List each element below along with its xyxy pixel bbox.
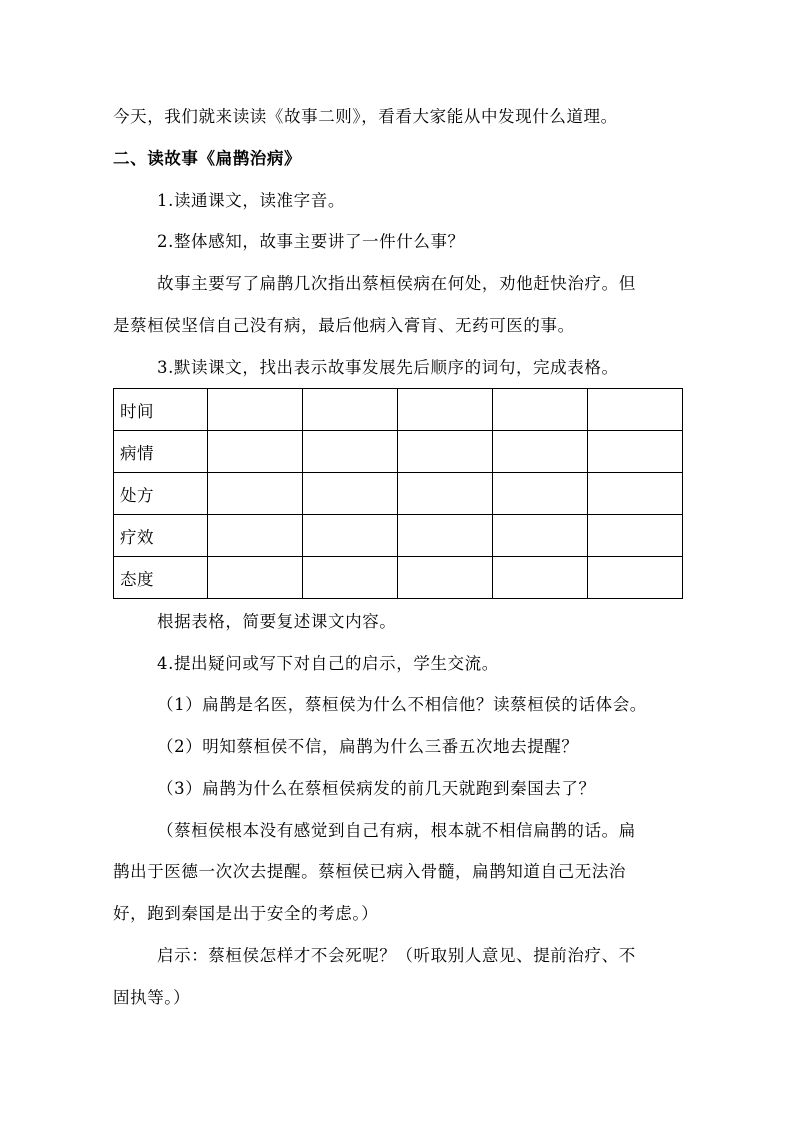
table-cell (303, 431, 398, 473)
table-cell (303, 389, 398, 431)
table-cell (493, 473, 588, 515)
table-cell (493, 431, 588, 473)
explanation-line-2: 鹊出于医德一次次去提醒。蔡桓侯已病入骨髓，扁鹊知道自己无法治 (113, 862, 626, 881)
intro-paragraph: 今天，我们就来读读《故事二则》，看看大家能从中发现什么道理。 (113, 107, 618, 126)
explanation-line-1: （蔡桓侯根本没有感觉到自己有病，根本就不相信扁鹊的话。扁 (157, 821, 636, 840)
table-row (114, 515, 683, 557)
table-cell (493, 515, 588, 557)
section-heading: 二、读故事《扁鹊治病》 (113, 149, 302, 168)
table-cell (303, 515, 398, 557)
answer-2-line-2: 是蔡桓侯坚信自己没有病，最后他病入膏肓、无药可医的事。 (113, 316, 575, 335)
table-row (114, 389, 683, 431)
step-2: 2.整体感知，故事主要讲了一件什么事？ (157, 232, 465, 251)
retell-instruction: 根据表格，简要复述课文内容。 (157, 612, 397, 631)
table-row (114, 473, 683, 515)
explanation-line-3: 好，跑到秦国是出于安全的考虑。） (113, 904, 379, 923)
step-1: 1.读通课文，读准字音。 (157, 191, 345, 210)
table-cell (208, 557, 303, 599)
question-1: （1）扁鹊是名医，蔡桓侯为什么不相信他？读蔡桓侯的话体会。 (157, 695, 647, 714)
table-cell (303, 473, 398, 515)
step-3: 3.默读课文，找出表示故事发展先后顺序的词句，完成表格。 (157, 358, 619, 377)
table-cell (493, 389, 588, 431)
table-cell (588, 515, 683, 557)
table-cell (493, 557, 588, 599)
table-cell (398, 431, 493, 473)
table-row (114, 557, 683, 599)
table-cell (398, 473, 493, 515)
table-cell (398, 557, 493, 599)
row-label: 态度 (114, 557, 208, 599)
question-3: （3）扁鹊为什么在蔡桓侯病发的前几天就跑到秦国去了？ (157, 779, 596, 798)
table-row (114, 431, 683, 473)
table-cell (208, 515, 303, 557)
insight-line-1: 启示：蔡桓侯怎样才不会死呢？（听取别人意见、提前治疗、不 (157, 946, 636, 965)
table-cell (208, 473, 303, 515)
row-label: 疗效 (114, 515, 208, 557)
table-cell (588, 473, 683, 515)
table-cell (208, 431, 303, 473)
insight-line-2: 固执等。） (113, 988, 191, 1007)
table-cell (398, 389, 493, 431)
table-cell (588, 431, 683, 473)
answer-2-line-1: 故事主要写了扁鹊几次指出蔡桓侯病在何处，劝他赶快治疗。但 (157, 274, 636, 293)
table-cell (208, 389, 303, 431)
row-label: 病情 (114, 431, 208, 473)
table-cell (588, 557, 683, 599)
question-2: （2）明知蔡桓侯不信，扁鹊为什么三番五次地去提醒？ (157, 737, 579, 756)
table-cell (588, 389, 683, 431)
row-label: 处方 (114, 473, 208, 515)
row-label: 时间 (114, 389, 208, 431)
step-4: 4.提出疑问或写下对自己的启示，学生交流。 (157, 654, 499, 673)
table-cell (303, 557, 398, 599)
story-table (113, 388, 683, 599)
table-cell (398, 515, 493, 557)
